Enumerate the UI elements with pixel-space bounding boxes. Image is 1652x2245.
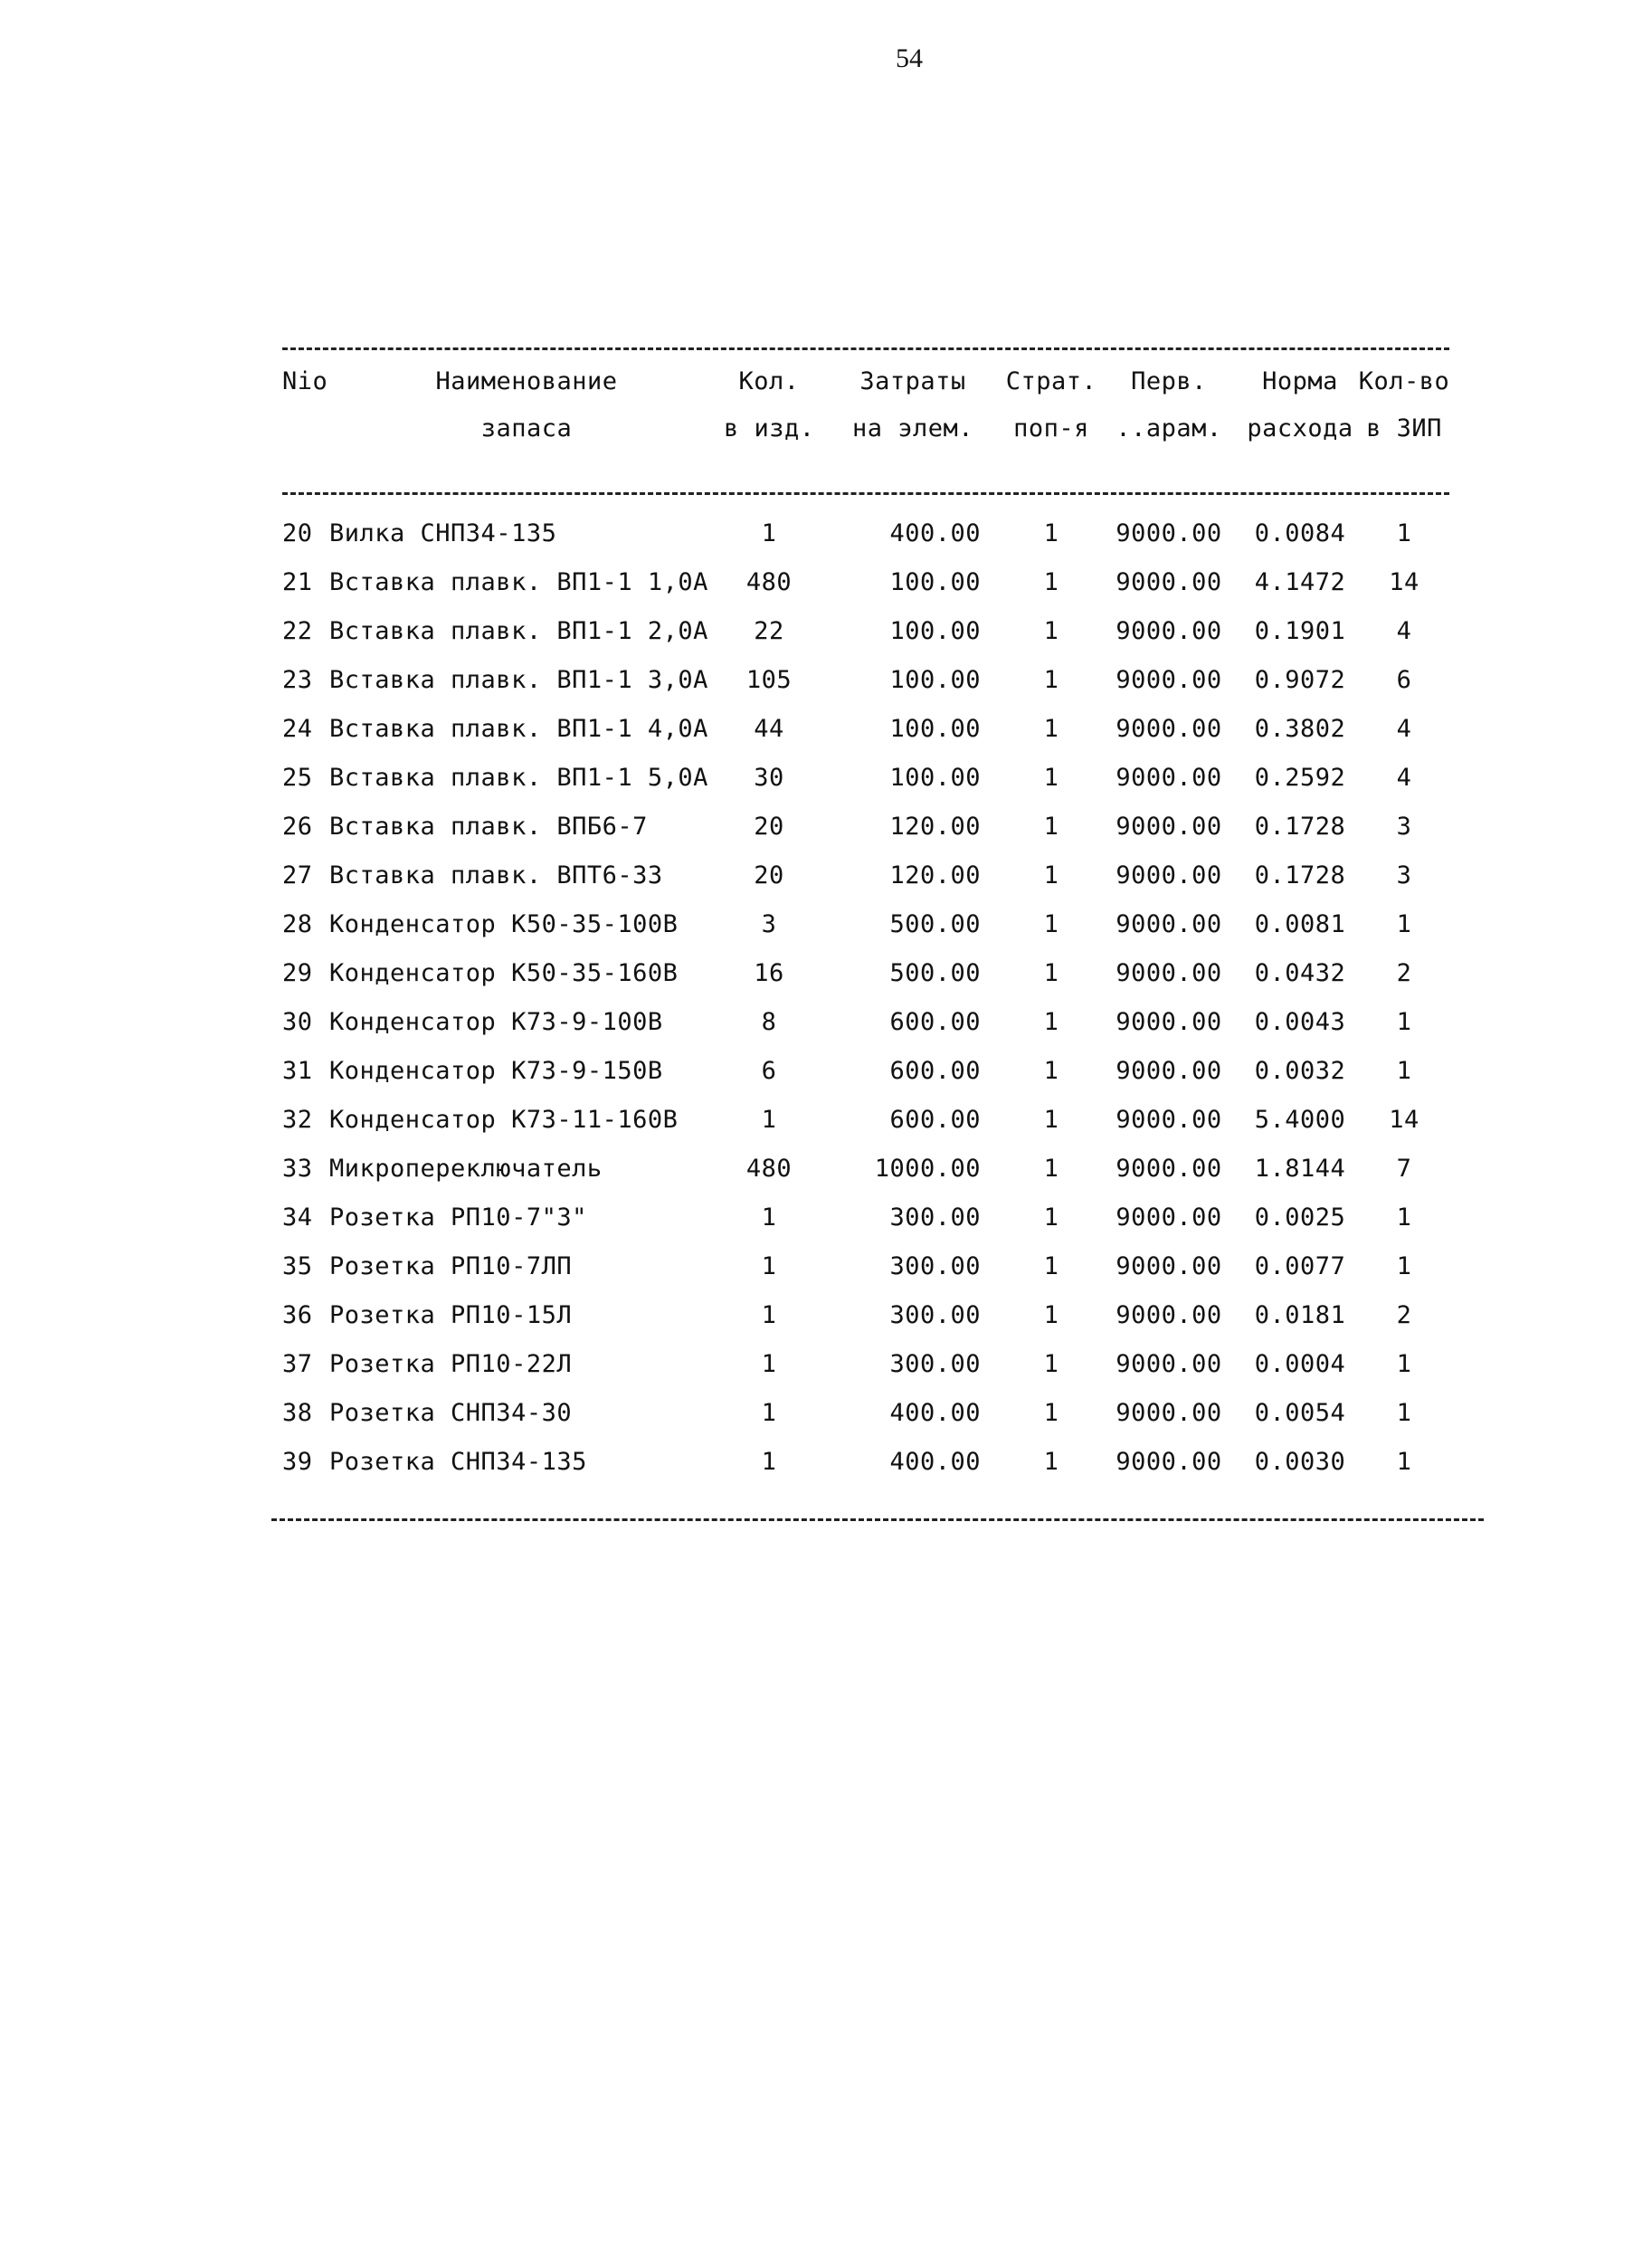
row-name: Розетка РП10-7"3" — [329, 1203, 587, 1232]
header-cost-2: на элем. — [851, 414, 974, 442]
row-perv: 9000.00 — [1116, 715, 1222, 743]
row-strat: 1 — [1043, 1448, 1059, 1476]
row-perv: 9000.00 — [1116, 1106, 1222, 1134]
row-zip: 1 — [1396, 1399, 1412, 1427]
row-number: 30 — [282, 1008, 313, 1036]
row-name: Вставка плавк. ВП1-1 1,0А — [329, 568, 708, 596]
row-norm: 0.0032 — [1254, 1057, 1346, 1085]
row-kol: 105 — [745, 666, 793, 694]
header-zip-2: в ЗИП — [1366, 414, 1442, 442]
row-kol: 480 — [745, 1155, 793, 1183]
table-top-rule — [282, 347, 1449, 350]
row-zip: 4 — [1396, 617, 1412, 645]
row-perv: 9000.00 — [1116, 1057, 1222, 1085]
table-row — [282, 1294, 1476, 1343]
row-name: Вставка плавк. ВП1-1 3,0А — [329, 666, 708, 694]
row-kol: 1 — [761, 1399, 777, 1427]
row-perv: 9000.00 — [1116, 1203, 1222, 1232]
row-number: 33 — [282, 1155, 313, 1183]
row-cost: 100.00 — [889, 568, 981, 596]
header-kol: Кол. — [738, 367, 800, 395]
row-zip: 7 — [1396, 1155, 1412, 1183]
row-name: Микропереключатель — [329, 1155, 603, 1183]
row-norm: 0.0181 — [1254, 1301, 1346, 1329]
row-perv: 9000.00 — [1116, 910, 1222, 938]
row-kol: 1 — [761, 1252, 777, 1280]
row-zip: 6 — [1396, 666, 1412, 694]
row-cost: 500.00 — [889, 910, 981, 938]
row-strat: 1 — [1043, 959, 1059, 987]
row-norm: 0.1901 — [1254, 617, 1346, 645]
row-zip: 4 — [1396, 715, 1412, 743]
row-zip: 1 — [1396, 1252, 1412, 1280]
row-cost: 100.00 — [889, 617, 981, 645]
row-number: 25 — [282, 764, 313, 792]
row-perv: 9000.00 — [1116, 1399, 1222, 1427]
table-body — [282, 512, 1476, 1489]
row-number: 36 — [282, 1301, 313, 1329]
row-perv: 9000.00 — [1116, 764, 1222, 792]
row-kol: 22 — [754, 617, 784, 645]
row-cost: 400.00 — [889, 1399, 981, 1427]
row-perv: 9000.00 — [1116, 861, 1222, 889]
row-cost: 100.00 — [889, 715, 981, 743]
row-strat: 1 — [1043, 617, 1059, 645]
row-norm: 0.0084 — [1254, 519, 1346, 547]
row-name: Вилка СНП34-135 — [329, 519, 557, 547]
row-zip: 3 — [1396, 813, 1412, 841]
row-norm: 0.0030 — [1254, 1448, 1346, 1476]
row-zip: 2 — [1396, 1301, 1412, 1329]
row-kol: 44 — [754, 715, 784, 743]
row-perv: 9000.00 — [1116, 1252, 1222, 1280]
row-kol: 3 — [761, 910, 777, 938]
row-zip: 2 — [1396, 959, 1412, 987]
table-row — [282, 1392, 1476, 1441]
row-number: 21 — [282, 568, 313, 596]
row-name: Конденсатор К73-9-100В — [329, 1008, 663, 1036]
row-name: Вставка плавк. ВПТ6-33 — [329, 861, 663, 889]
row-number: 34 — [282, 1203, 313, 1232]
table-row — [282, 708, 1476, 756]
row-perv: 9000.00 — [1116, 1350, 1222, 1378]
row-kol: 1 — [761, 1350, 777, 1378]
table-row — [282, 903, 1476, 952]
row-strat: 1 — [1043, 1057, 1059, 1085]
row-perv: 9000.00 — [1116, 1008, 1222, 1036]
table-row — [282, 854, 1476, 903]
row-perv: 9000.00 — [1116, 1155, 1222, 1183]
row-perv: 9000.00 — [1116, 568, 1222, 596]
row-norm: 0.2592 — [1254, 764, 1346, 792]
row-kol: 6 — [761, 1057, 777, 1085]
row-cost: 400.00 — [889, 519, 981, 547]
table-header-row-2 — [282, 414, 1476, 451]
row-strat: 1 — [1043, 568, 1059, 596]
row-norm: 0.0077 — [1254, 1252, 1346, 1280]
header-perv: Перв. — [1131, 367, 1207, 395]
header-strat-2: поп-я — [1013, 414, 1089, 442]
header-perv-2: ..арам. — [1116, 414, 1222, 442]
row-norm: 5.4000 — [1254, 1106, 1346, 1134]
row-name: Розетка РП10-22Л — [329, 1350, 573, 1378]
row-name: Конденсатор К50-35-100В — [329, 910, 679, 938]
row-strat: 1 — [1043, 1252, 1059, 1280]
row-kol: 30 — [754, 764, 784, 792]
row-norm: 0.0043 — [1254, 1008, 1346, 1036]
row-name: Розетка СНП34-135 — [329, 1448, 587, 1476]
table-row — [282, 1441, 1476, 1489]
table-row — [282, 1099, 1476, 1147]
row-strat: 1 — [1043, 1203, 1059, 1232]
table-header-rule — [282, 492, 1449, 495]
row-name: Розетка РП10-15Л — [329, 1301, 573, 1329]
row-zip: 1 — [1396, 1057, 1412, 1085]
row-perv: 9000.00 — [1116, 519, 1222, 547]
row-number: 35 — [282, 1252, 313, 1280]
row-cost: 300.00 — [889, 1301, 981, 1329]
row-number: 22 — [282, 617, 313, 645]
table-row — [282, 659, 1476, 708]
row-strat: 1 — [1043, 1155, 1059, 1183]
header-no: Nio — [282, 367, 328, 395]
row-kol: 1 — [761, 1203, 777, 1232]
row-perv: 9000.00 — [1116, 666, 1222, 694]
header-name: Наименование — [435, 367, 618, 395]
header-strat: Страт. — [1005, 367, 1097, 395]
row-zip: 1 — [1396, 1448, 1412, 1476]
row-cost: 300.00 — [889, 1203, 981, 1232]
row-zip: 1 — [1396, 1350, 1412, 1378]
header-norm-2: расхода — [1247, 414, 1353, 442]
row-name: Конденсатор К73-9-150В — [329, 1057, 663, 1085]
header-name-2: запаса — [480, 414, 573, 442]
row-strat: 1 — [1043, 1008, 1059, 1036]
table-row — [282, 952, 1476, 1001]
row-kol: 480 — [745, 568, 793, 596]
row-zip: 1 — [1396, 1203, 1412, 1232]
row-kol: 8 — [761, 1008, 777, 1036]
row-kol: 20 — [754, 861, 784, 889]
row-strat: 1 — [1043, 1399, 1059, 1427]
table-row — [282, 1147, 1476, 1196]
row-number: 23 — [282, 666, 313, 694]
row-perv: 9000.00 — [1116, 1448, 1222, 1476]
row-zip: 14 — [1389, 568, 1419, 596]
row-strat: 1 — [1043, 764, 1059, 792]
row-strat: 1 — [1043, 666, 1059, 694]
row-cost: 100.00 — [889, 666, 981, 694]
row-number: 24 — [282, 715, 313, 743]
header-kol-2: в изд. — [724, 414, 815, 442]
table-row — [282, 805, 1476, 854]
header-zip: Кол-во — [1358, 367, 1450, 395]
row-strat: 1 — [1043, 715, 1059, 743]
row-number: 26 — [282, 813, 313, 841]
row-norm: 0.0004 — [1254, 1350, 1346, 1378]
row-strat: 1 — [1043, 1301, 1059, 1329]
row-kol: 1 — [761, 519, 777, 547]
row-name: Вставка плавк. ВП1-1 5,0А — [329, 764, 708, 792]
row-cost: 600.00 — [889, 1106, 981, 1134]
row-number: 31 — [282, 1057, 313, 1085]
row-norm: 0.3802 — [1254, 715, 1346, 743]
header-cost: Затраты — [859, 367, 966, 395]
row-number: 29 — [282, 959, 313, 987]
row-norm: 0.9072 — [1254, 666, 1346, 694]
table-row — [282, 1050, 1476, 1099]
row-norm: 0.0432 — [1254, 959, 1346, 987]
table-bottom-rule — [271, 1518, 1484, 1521]
row-zip: 3 — [1396, 861, 1412, 889]
row-strat: 1 — [1043, 813, 1059, 841]
row-name: Розетка РП10-7ЛП — [329, 1252, 573, 1280]
row-cost: 500.00 — [889, 959, 981, 987]
row-cost: 1000.00 — [874, 1155, 981, 1183]
row-norm: 0.0054 — [1254, 1399, 1346, 1427]
row-cost: 600.00 — [889, 1008, 981, 1036]
row-kol: 16 — [754, 959, 784, 987]
row-perv: 9000.00 — [1116, 813, 1222, 841]
row-norm: 0.1728 — [1254, 861, 1346, 889]
header-norm: Норма — [1262, 367, 1338, 395]
row-number: 27 — [282, 861, 313, 889]
row-name: Вставка плавк. ВПБ6-7 — [329, 813, 648, 841]
row-perv: 9000.00 — [1116, 1301, 1222, 1329]
table-row — [282, 1343, 1476, 1392]
row-norm: 0.0081 — [1254, 910, 1346, 938]
row-cost: 300.00 — [889, 1252, 981, 1280]
table-row — [282, 1196, 1476, 1245]
row-cost: 400.00 — [889, 1448, 981, 1476]
row-strat: 1 — [1043, 1106, 1059, 1134]
row-strat: 1 — [1043, 910, 1059, 938]
table-row — [282, 1001, 1476, 1050]
row-number: 38 — [282, 1399, 313, 1427]
row-zip: 4 — [1396, 764, 1412, 792]
row-name: Конденсатор К73-11-160В — [329, 1106, 679, 1134]
row-number: 32 — [282, 1106, 313, 1134]
table-row — [282, 512, 1476, 561]
row-cost: 120.00 — [889, 861, 981, 889]
table-row — [282, 610, 1476, 659]
row-kol: 1 — [761, 1448, 777, 1476]
row-zip: 1 — [1396, 910, 1412, 938]
row-name: Вставка плавк. ВП1-1 2,0А — [329, 617, 708, 645]
row-strat: 1 — [1043, 1350, 1059, 1378]
row-perv: 9000.00 — [1116, 617, 1222, 645]
row-norm: 0.0025 — [1254, 1203, 1346, 1232]
row-number: 20 — [282, 519, 313, 547]
row-strat: 1 — [1043, 861, 1059, 889]
row-cost: 300.00 — [889, 1350, 981, 1378]
row-zip: 14 — [1389, 1106, 1419, 1134]
row-norm: 4.1472 — [1254, 568, 1346, 596]
row-perv: 9000.00 — [1116, 959, 1222, 987]
table-row — [282, 561, 1476, 610]
row-zip: 1 — [1396, 1008, 1412, 1036]
row-kol: 1 — [761, 1301, 777, 1329]
row-name: Вставка плавк. ВП1-1 4,0А — [329, 715, 708, 743]
row-kol: 20 — [754, 813, 784, 841]
table-header-row-1 — [282, 367, 1476, 404]
row-cost: 600.00 — [889, 1057, 981, 1085]
page-number: 54 — [896, 43, 923, 73]
row-number: 28 — [282, 910, 313, 938]
row-cost: 120.00 — [889, 813, 981, 841]
row-cost: 100.00 — [889, 764, 981, 792]
table-row — [282, 1245, 1476, 1294]
row-name: Розетка СНП34-30 — [329, 1399, 573, 1427]
row-norm: 1.8144 — [1254, 1155, 1346, 1183]
row-zip: 1 — [1396, 519, 1412, 547]
row-number: 39 — [282, 1448, 313, 1476]
row-name: Конденсатор К50-35-160В — [329, 959, 679, 987]
row-number: 37 — [282, 1350, 313, 1378]
row-norm: 0.1728 — [1254, 813, 1346, 841]
row-strat: 1 — [1043, 519, 1059, 547]
table-row — [282, 756, 1476, 805]
row-kol: 1 — [761, 1106, 777, 1134]
